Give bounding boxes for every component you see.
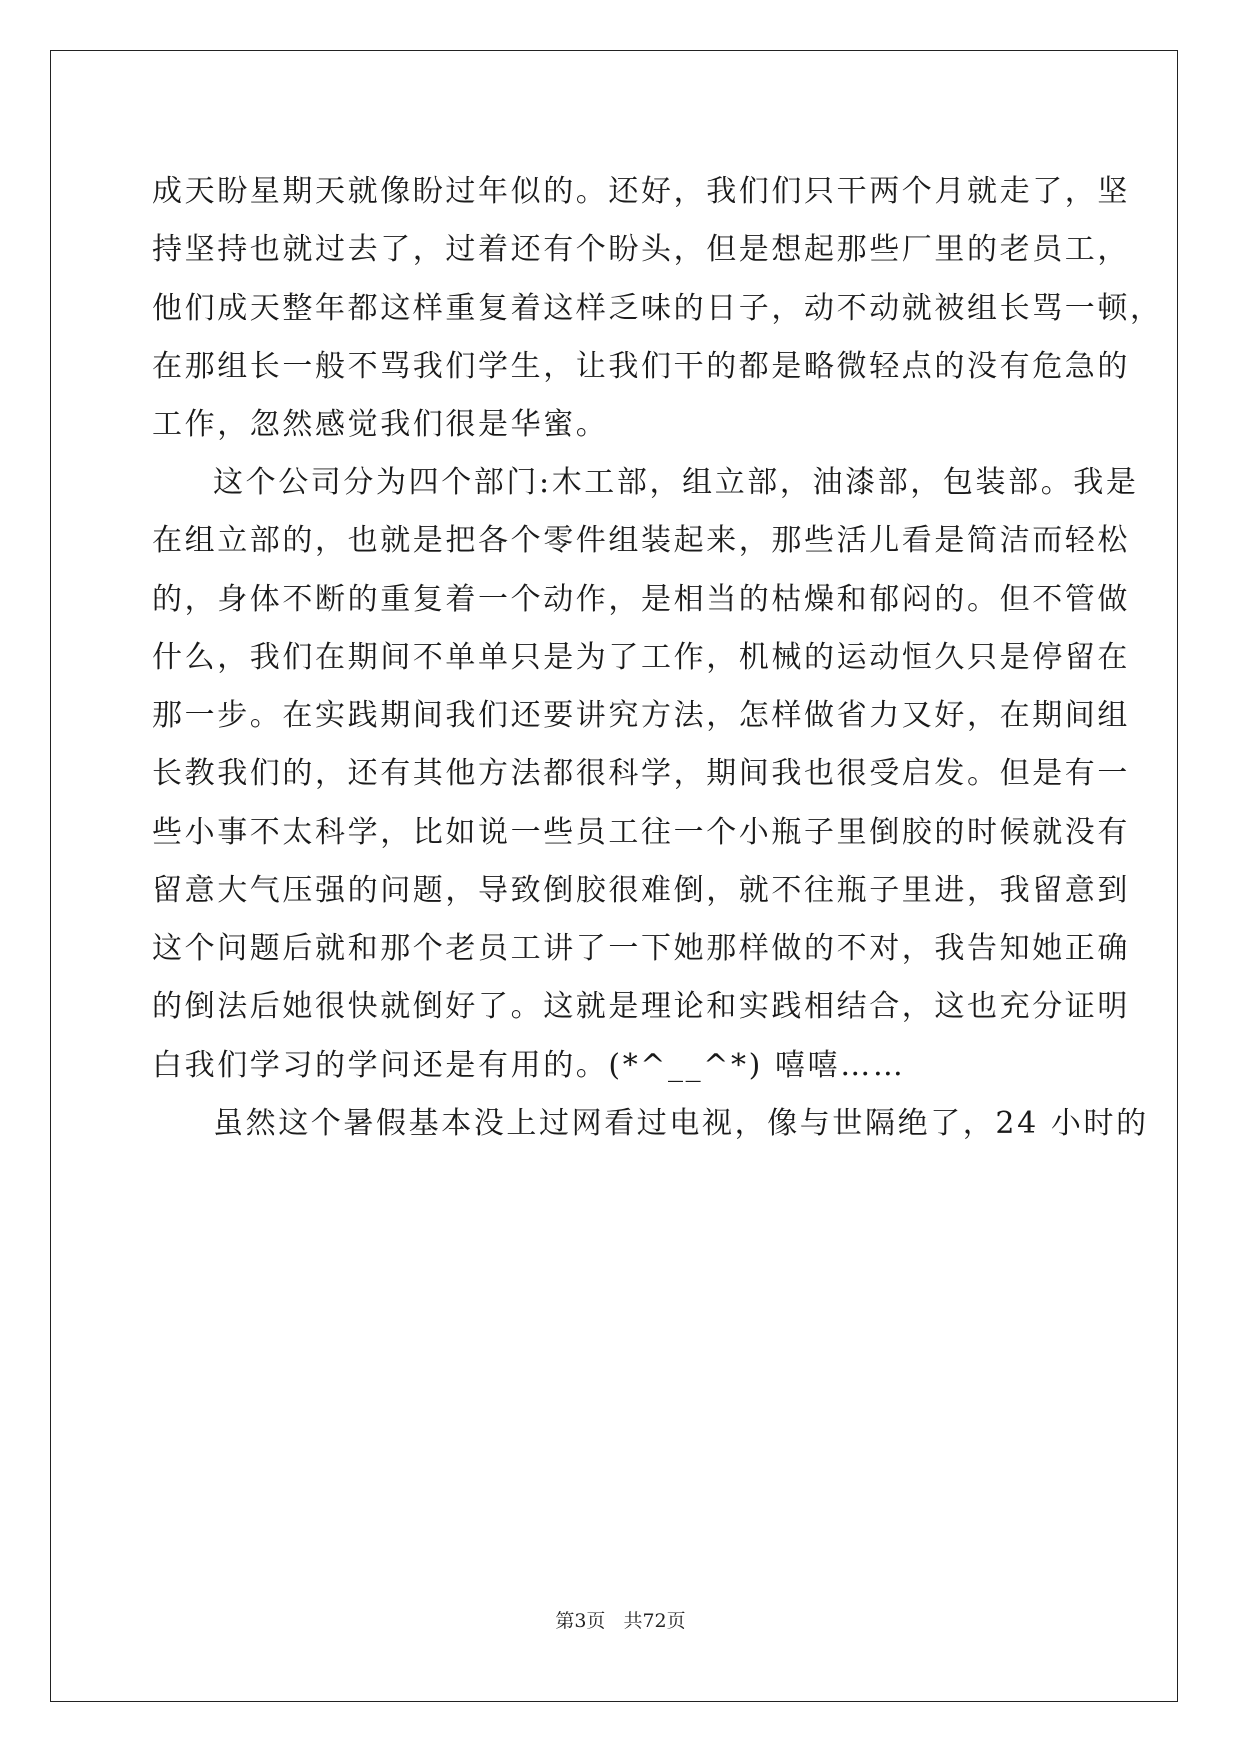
text-line: 在那组长一般不骂我们学生，让我们干的都是略微轻点的没有危急的	[152, 349, 1130, 384]
text-line: 工作，忽然感觉我们很是华蜜。	[152, 407, 609, 442]
page-number: 第3页	[555, 1610, 606, 1632]
text-line: 白我们学习的学问还是有用的。(*^__^*) 嘻嘻……	[152, 1048, 906, 1083]
text-line: 这个公司分为四个部门:木工部，组立部，油漆部，包装部。我是	[213, 465, 1139, 500]
text-line: 虽然这个暑假基本没上过网看过电视，像与世隔绝了，24 小时的	[213, 1106, 1149, 1141]
text-line: 成天盼星期天就像盼过年似的。还好，我们们只干两个月就走了，坚	[152, 174, 1130, 209]
page-total: 共72页	[623, 1610, 686, 1632]
text-line: 些小事不太科学，比如说一些员工往一个小瓶子里倒胶的时候就没有	[152, 815, 1130, 850]
text-line: 在组立部的，也就是把各个零件组装起来，那些活儿看是简洁而轻松	[152, 523, 1130, 558]
page-footer	[0, 1606, 1241, 1633]
text-line: 他们成天整年都这样重复着这样乏味的日子，动不动就被组长骂一顿，	[152, 291, 1163, 326]
text-line: 的，身体不断的重复着一个动作，是相当的枯燥和郁闷的。但不管做	[152, 582, 1130, 617]
text-line: 持坚持也就过去了，过着还有个盼头，但是想起那些厂里的老员工，	[152, 232, 1130, 267]
text-line: 这个问题后就和那个老员工讲了一下她那样做的不对，我告知她正确	[152, 931, 1130, 966]
text-line: 什么，我们在期间不单单只是为了工作，机械的运动恒久只是停留在	[152, 640, 1130, 675]
text-line: 那一步。在实践期间我们还要讲究方法，怎样做省力又好，在期间组	[152, 698, 1130, 733]
text-line: 的倒法后她很快就倒好了。这就是理论和实践相结合，这也充分证明	[152, 989, 1130, 1024]
text-line: 留意大气压强的问题，导致倒胶很难倒，就不往瓶子里进，我留意到	[152, 873, 1130, 908]
text-line: 长教我们的，还有其他方法都很科学，期间我也很受启发。但是有一	[152, 756, 1130, 791]
